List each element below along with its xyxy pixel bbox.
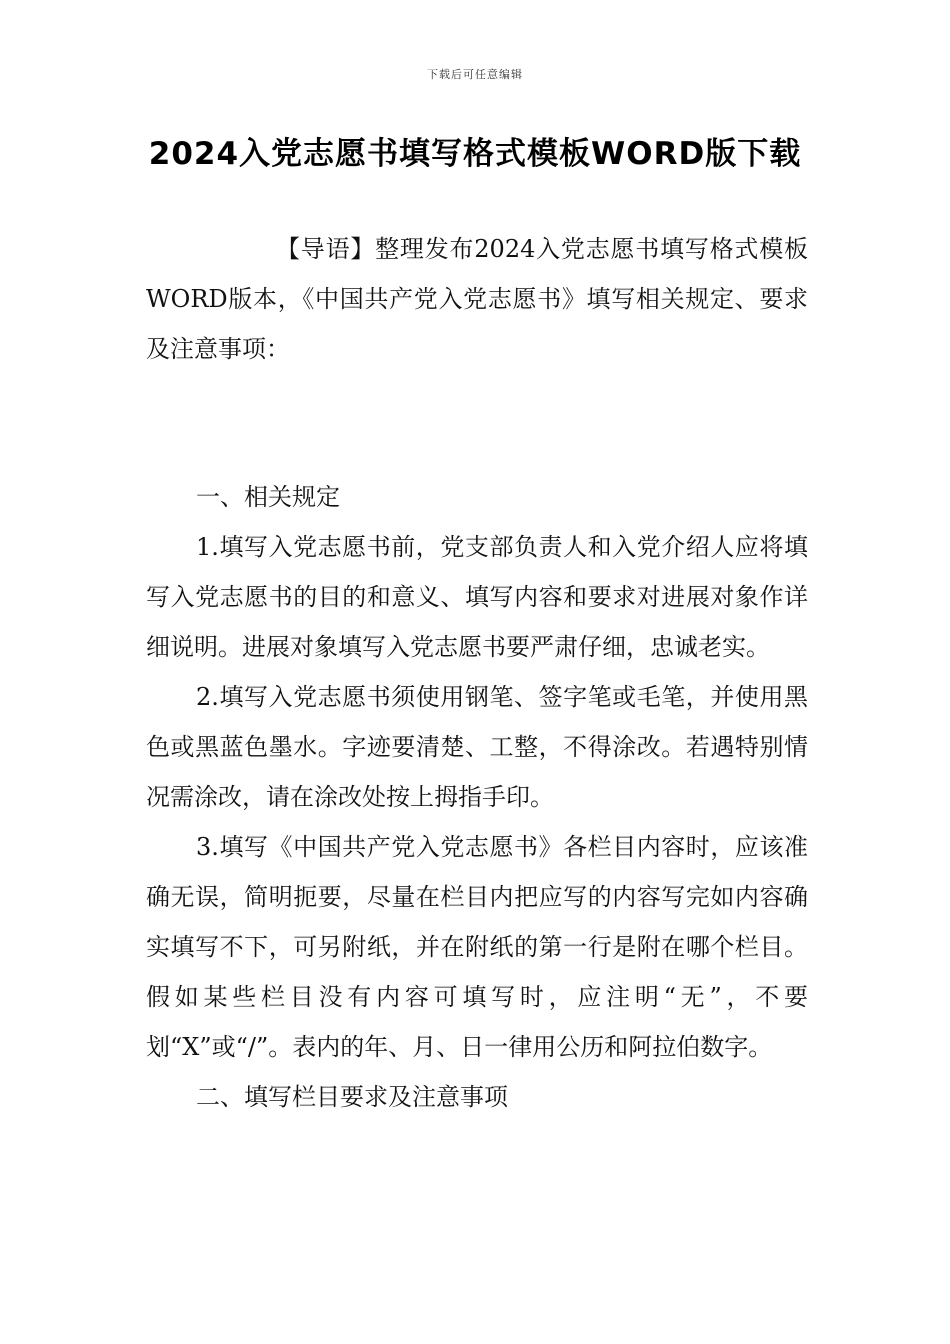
rule-item-2: 2.填写入党志愿书须使用钢笔、签字笔或毛笔，并使用黑色或黑蓝色墨水。字迹要清楚、工整，不得涂改。若遇特别情况需涂改，请在涂改处按上拇指手印。 (146, 683, 808, 811)
rule-item-1: 1.填写入党志愿书前，党支部负责人和入党介绍人应将填写入党志愿书的目的和意义、填写内容和要求对进展对象作详细说明。进展对象填写入党志愿书要严肃仔细，忠诚老实。 (146, 533, 808, 661)
document-body (146, 472, 808, 1122)
intro-paragraph: 【导语】整理发布2024入党志愿书填写格式模板WORD版本，《中国共产党入党志愿书》填写相关规定、要求及注意事项： (146, 235, 808, 363)
document-title: 2024入党志愿书填写格式模板WORD版下载 (148, 136, 802, 172)
rule-item-3: 3.填写《中国共产党入党志愿书》各栏目内容时，应该准确无误，简明扼要，尽量在栏目内把应写的内容写完如内容确实填写不下，可另附纸，并在附纸的第一行是附在哪个栏目。假如某些栏目没有内容可填写时，应注明“无”，不要划“X”或“/”。表内的年、月、日一律用公历和阿拉伯数字。 (146, 833, 808, 1061)
section-heading-1: 一、相关规定 (196, 483, 340, 511)
section-heading-2: 二、填写栏目要求及注意事项 (196, 1083, 508, 1111)
header-note: 下载后可任意编辑 (427, 68, 523, 81)
